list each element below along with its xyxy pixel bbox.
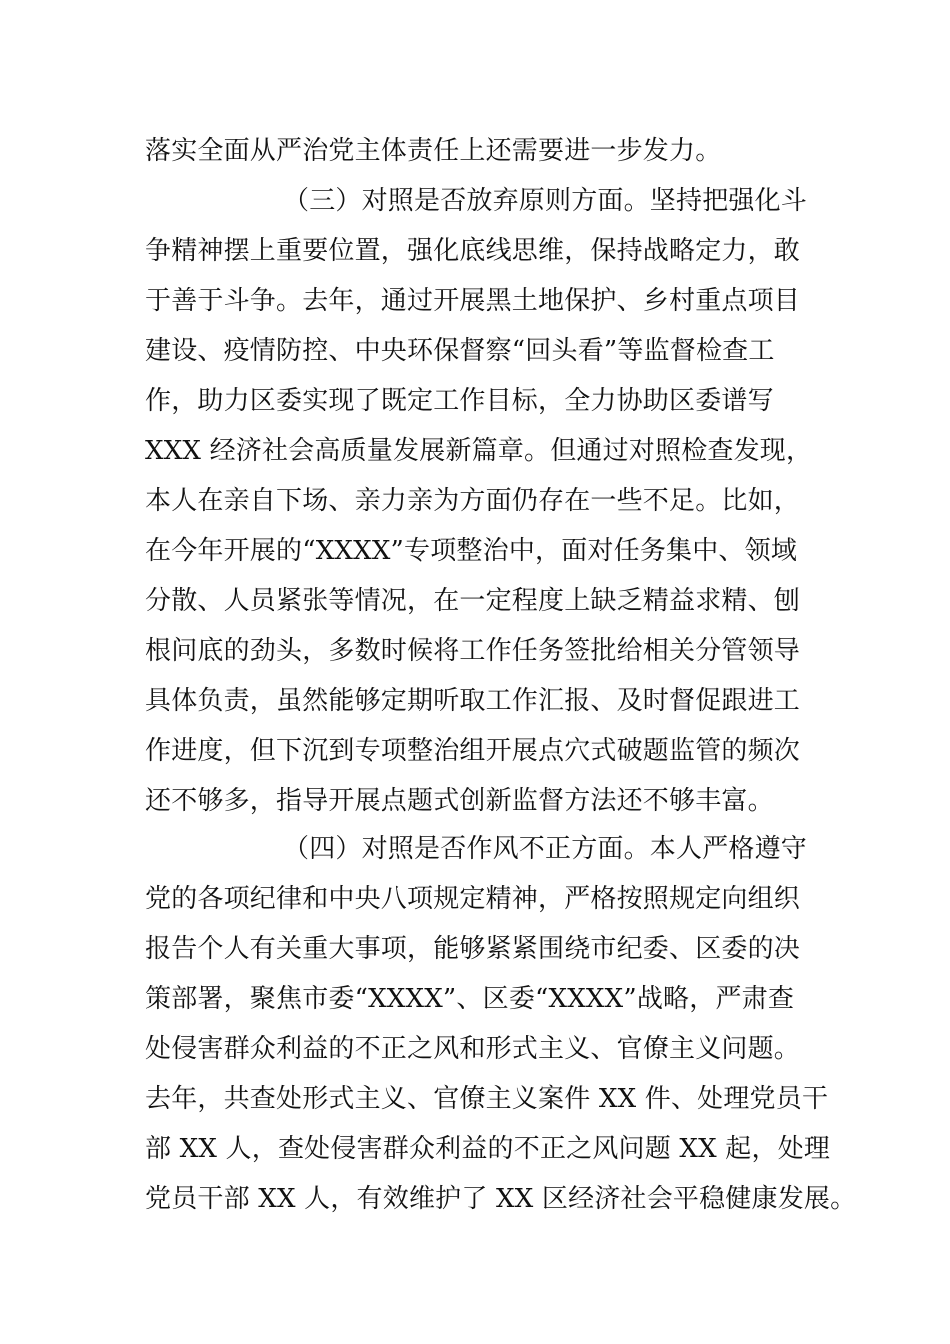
text-line-18: 策部署，聚焦市委“XXXX”、区委“XXXX”战略，严肃查 — [145, 984, 795, 1014]
text-line-11: 根问底的劲头，多数时候将工作任务签批给相关分管领导 — [145, 636, 801, 666]
text-line-1: 落实全面从严治党主体责任上还需要进一步发力。 — [145, 136, 722, 166]
text-line-9: 在今年开展的“XXXX”专项整治中，面对任务集中、领域 — [145, 536, 798, 566]
text-line-15: （四）对照是否作风不正方面。本人严格遵守 — [283, 834, 808, 864]
text-line-20: 去年，共查处形式主义、官僚主义案件 XX 件、处理党员干 — [145, 1084, 829, 1114]
text-line-3: 争精神摆上重要位置，强化底线思维，保持战略定力，敢 — [145, 236, 801, 266]
text-line-6: 作，助力区委实现了既定工作目标，全力协助区委谱写 — [145, 386, 774, 416]
text-line-22: 党员干部 XX 人，有效维护了 XX 区经济社会平稳健康发展。 — [145, 1184, 857, 1214]
text-line-10: 分散、人员紧张等情况，在一定程度上缺乏精益求精、刨 — [145, 586, 801, 616]
text-line-21: 部 XX 人，查处侵害群众利益的不正之风问题 XX 起，处理 — [145, 1134, 831, 1164]
text-line-16: 党的各项纪律和中央八项规定精神，严格按照规定向组织 — [145, 884, 801, 914]
text-line-14: 还不够多，指导开展点题式创新监督方法还不够丰富。 — [145, 786, 774, 816]
text-line-13: 作进度，但下沉到专项整治组开展点穴式破题监管的频次 — [145, 736, 801, 766]
text-line-12: 具体负责，虽然能够定期听取工作汇报、及时督促跟进工 — [145, 686, 801, 716]
text-line-4: 于善于斗争。去年，通过开展黑土地保护、乡村重点项目 — [145, 286, 801, 316]
text-line-2: （三）对照是否放弃原则方面。坚持把强化斗 — [283, 186, 808, 216]
text-line-17: 报告个人有关重大事项，能够紧紧围绕市纪委、区委的决 — [145, 934, 801, 964]
text-line-7: XXX 经济社会高质量发展新篇章。但通过对照检查发现， — [145, 436, 813, 466]
text-line-5: 建设、疫情防控、中央环保督察“回头看”等监督检查工 — [145, 336, 775, 366]
text-line-8: 本人在亲自下场、亲力亲为方面仍存在一些不足。比如， — [145, 486, 801, 516]
text-line-19: 处侵害群众利益的不正之风和形式主义、官僚主义问题。 — [145, 1034, 801, 1064]
